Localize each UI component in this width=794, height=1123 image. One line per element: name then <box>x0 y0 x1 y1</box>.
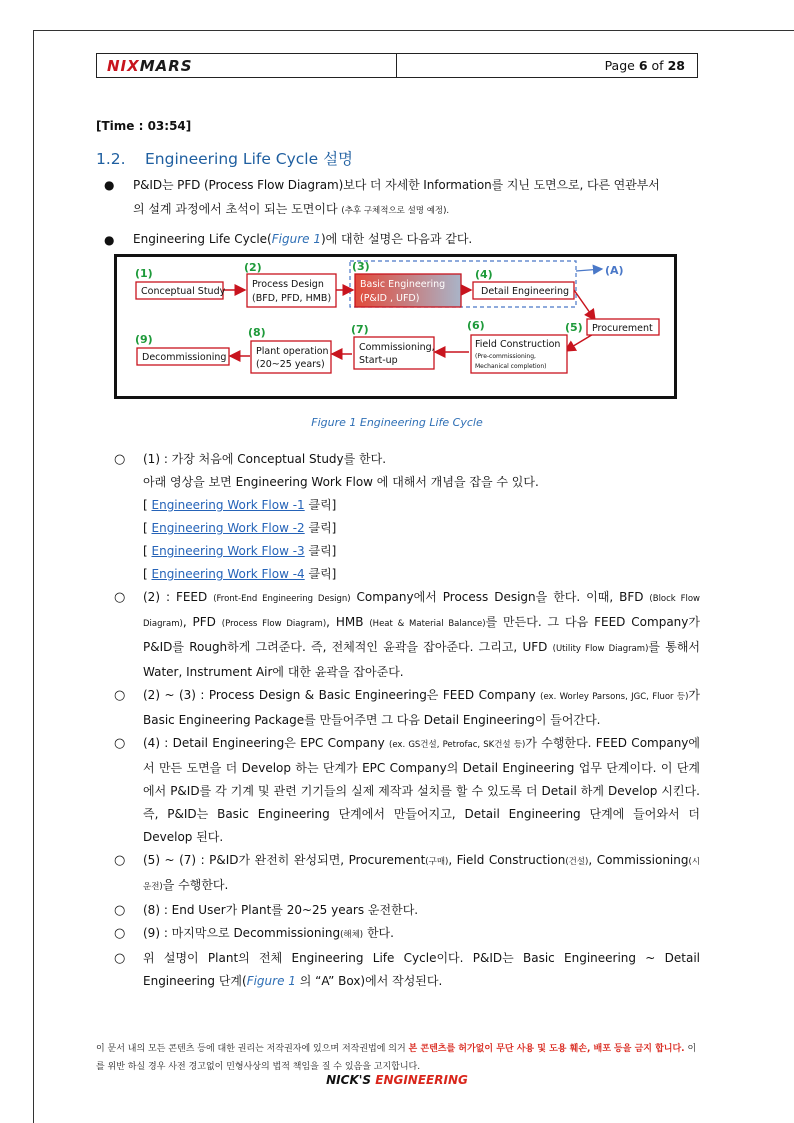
note: (ex. GS건설, Petrofac, SK건설 등) <box>389 740 526 750</box>
step-number-5: (5) <box>565 321 583 334</box>
text: , PFD <box>182 615 222 629</box>
figure-caption: Figure 1 Engineering Life Cycle <box>311 416 483 429</box>
box-detail-engineering-label: Detail Engineering <box>481 286 570 297</box>
copyright-warning: 본 콘텐츠를 허가없이 무단 사용 및 도용 훼손, 배포 등을 금지 합니다. <box>408 1044 685 1054</box>
box-basic-engineering-label-1: Basic Engineering <box>360 279 446 290</box>
bullet-1-line-2-text: 의 설계 과정에서 초석이 되는 도면이다 <box>133 202 338 216</box>
circle-bullet-icon: ○ <box>114 688 126 703</box>
step-number-7: (7) <box>351 323 369 336</box>
box-field-construction-label-1: Field Construction <box>475 339 561 350</box>
circle-bullet-icon: ○ <box>114 736 126 751</box>
note: (Block Flow Diagram) <box>143 594 700 629</box>
list-item <box>114 849 700 899</box>
step-number-1: (1) <box>135 267 153 280</box>
page-of: of <box>651 58 664 73</box>
item-5-text <box>143 849 700 899</box>
note: (해체) <box>340 930 364 940</box>
arrow-5-6 <box>565 333 595 351</box>
work-flow-link-2[interactable]: Engineering Work Flow -2 <box>151 521 305 535</box>
figure-reference: Figure 1 <box>271 232 321 246</box>
text: Company에서 Process Design을 한다. 이때, BFD <box>350 590 650 604</box>
bullet-1-line-1: P&ID는 PFD (Process Flow Diagram)보다 더 자세한 Information를 지닌 도면으로, 다른 연관부서 <box>133 178 660 192</box>
item-4-text <box>143 732 700 849</box>
text: (8) : End User가 Plant를 20~25 years 운전한다. <box>143 903 419 917</box>
circle-bullet-icon: ○ <box>114 903 126 918</box>
step-number-6: (6) <box>467 319 485 332</box>
work-flow-link-4[interactable]: Engineering Work Flow -4 <box>151 567 305 581</box>
section-title: Engineering Life Cycle 설명 <box>145 150 354 168</box>
text: (4) : Detail Engineering은 EPC Company <box>143 736 390 750</box>
description-list <box>114 448 700 993</box>
note: (Process Flow Diagram) <box>221 619 327 629</box>
work-flow-link-1[interactable]: Engineering Work Flow -1 <box>151 498 305 512</box>
box-field-construction-label-3: Mechanical completion) <box>475 363 547 370</box>
group-a-arrow <box>576 269 602 271</box>
box-plant-operation-label-2: (20~25 years) <box>256 359 325 370</box>
note: (시운전) <box>143 857 701 892</box>
engineering-life-cycle-figure <box>114 254 677 399</box>
list-item <box>114 586 700 684</box>
circle-bullet-icon: ○ <box>114 853 126 868</box>
box-basic-engineering-label-2: (P&ID , UFD) <box>360 293 420 304</box>
list-item <box>114 922 700 947</box>
text: (2) : FEED <box>143 590 214 604</box>
bullet-dot-icon: ● <box>104 233 115 247</box>
bullet-1 <box>133 173 699 223</box>
logo-cell <box>97 54 397 77</box>
box-process-design-label-2: (BFD, PFD, HMB) <box>252 293 332 304</box>
item-2-text <box>143 586 700 684</box>
work-flow-link-row <box>143 540 700 563</box>
page-header <box>96 53 698 78</box>
copyright-text: 이를 위반 하실 경우 사전 경고없이 민형사상의 법적 책임을 질 수 있음을 고지합니다. <box>96 1044 697 1072</box>
item-8-text <box>143 947 700 993</box>
text: , Field Construction <box>448 853 566 867</box>
page-total: 28 <box>667 58 685 73</box>
item-3-text <box>143 684 700 732</box>
logo-part-1: NIX <box>107 56 140 75</box>
bullet-dot-icon: ● <box>104 178 115 192</box>
step-number-4: (4) <box>475 268 493 281</box>
time-label: [Time : 03:54] <box>96 119 192 133</box>
work-flow-link-row <box>143 494 700 517</box>
item-7-text <box>143 922 700 947</box>
logo-part-2: MARS <box>139 56 193 75</box>
work-flow-link-row <box>143 517 700 540</box>
link-open: [ <box>143 567 152 581</box>
text: (9) : 마지막으로 Decommissioning <box>143 926 341 940</box>
section-number: 1.2. <box>96 150 126 168</box>
link-close: 클릭] <box>304 498 337 512</box>
box-conceptual-study-label: Conceptual Study <box>141 286 226 297</box>
text: 한다. <box>363 926 394 940</box>
text: 의 “A” Box)에서 작성된다. <box>295 974 443 988</box>
step-number-9: (9) <box>135 333 153 346</box>
bullet-1-note: (추후 구체적으로 설명 예정). <box>341 206 450 216</box>
circle-bullet-icon: ○ <box>114 951 126 966</box>
note: (Heat & Material Balance) <box>369 619 486 629</box>
link-close: 클릭] <box>304 567 337 581</box>
step-number-3: (3) <box>352 260 370 273</box>
note: (ex. Worley Parsons, JGC, Fluor 등) <box>540 692 689 702</box>
box-decommissioning-label: Decommissioning <box>142 352 227 363</box>
brand-part-1: NICK'S <box>326 1073 376 1087</box>
text: (2) ~ (3) : Process Design & Basic Engineering은 FEED Company <box>143 688 541 702</box>
text: (5) ~ (7) : P&ID가 완전히 완성되면, Procurement <box>143 853 426 867</box>
box-procurement-label: Procurement <box>592 323 653 334</box>
copyright-text: 이 문서 내의 모든 콘텐츠 등에 대한 권리는 저작권자에 있으며 저작권법에 의거 <box>96 1044 409 1054</box>
page-label: Page <box>604 58 635 73</box>
list-item <box>114 448 700 586</box>
box-plant-operation-label-1: Plant operation <box>256 346 329 357</box>
box-commissioning-label-1: Commissioning, <box>359 342 435 353</box>
text: 를 만든다. 그 다음 FEED Company가 P&ID를 Rough하게 그려준다. 즉, 전체적인 윤곽을 잡아준다. 그리고, UFD <box>143 615 700 654</box>
box-commissioning-label-2: Start-up <box>359 355 398 366</box>
bullet-1-line-2 <box>133 197 699 223</box>
list-item <box>114 947 700 993</box>
bullet-2-post: )에 대한 설명은 다음과 같다. <box>320 232 473 246</box>
circle-bullet-icon: ○ <box>114 452 126 467</box>
page-number <box>397 54 697 77</box>
link-close: 클릭] <box>304 544 337 558</box>
note: (건설) <box>565 857 589 867</box>
note: (구매) <box>425 857 449 867</box>
text: 을 수행한다. <box>162 878 229 892</box>
box-field-construction-label-2: (Pre-commissioning, <box>475 353 536 360</box>
list-item <box>114 684 700 732</box>
list-item <box>114 732 700 849</box>
page-current: 6 <box>638 58 648 73</box>
item-1-text: (1) : 가장 처음에 Conceptual Study를 한다. <box>143 452 387 466</box>
text: , Commissioning <box>588 853 689 867</box>
step-number-8: (8) <box>248 326 266 339</box>
link-close: 클릭] <box>304 521 337 535</box>
text: 가 수행한다. FEED Company에서 만든 도면을 더 Develop 하는 단계가 EPC Company의 Detail Engineering 업무 단계이다. 이 단계에서 P&ID를 각 기계 및 관련 기기들의 실제 제작과 설치를 할 수 있도록 더 Detail 하게 Develop 시킨다. 즉, P&ID는 Basic Engineering 단계에서 만들어지고, Detail Engineering 단계에 들어와서 더 Develop 된다. <box>143 736 700 844</box>
link-open: [ <box>143 521 152 535</box>
text: 위 설명이 Plant의 전체 Engineering Life Cycle이다. P&ID는 Basic Engineering ~ Detail Engineering 단계( <box>143 951 700 988</box>
text: , HMB <box>326 615 370 629</box>
text: 가 Basic Engineering Package를 만들어주면 그 다음 Detail Engineering이 들어간다. <box>143 688 700 727</box>
work-flow-link-3[interactable]: Engineering Work Flow -3 <box>151 544 305 558</box>
section-heading <box>96 147 353 169</box>
list-item-body <box>143 448 700 586</box>
list-item <box>114 899 700 922</box>
life-cycle-diagram <box>117 257 674 396</box>
arrow-4-5 <box>574 290 595 320</box>
footer-brand <box>0 1073 794 1087</box>
box-process-design-label-1: Process Design <box>252 279 324 290</box>
bullet-2-pre: Engineering Life Cycle( <box>133 232 272 246</box>
link-open: [ <box>143 544 152 558</box>
bullet-2 <box>133 227 699 251</box>
brand-part-2: ENGINEERING <box>375 1073 468 1087</box>
nixmars-logo <box>107 57 193 75</box>
item-1-text-2: 아래 영상을 보면 Engineering Work Flow 에 대해서 개념을 잡을 수 있다. <box>143 475 539 489</box>
step-number-2: (2) <box>244 261 262 274</box>
text: 를 통해서 Water, Instrument Air에 대한 윤곽을 잡아준다. <box>143 640 701 679</box>
note: (Utility Flow Diagram) <box>552 644 649 654</box>
link-open: [ <box>143 498 152 512</box>
figure-reference: Figure 1 <box>246 974 296 988</box>
copyright-notice <box>96 1040 698 1076</box>
work-flow-link-row <box>143 563 700 586</box>
note: (Front-End Engineering Design) <box>213 594 351 604</box>
item-6-text <box>143 899 700 922</box>
circle-bullet-icon: ○ <box>114 590 126 605</box>
circle-bullet-icon: ○ <box>114 926 126 941</box>
group-a-label: (A) <box>605 264 624 277</box>
